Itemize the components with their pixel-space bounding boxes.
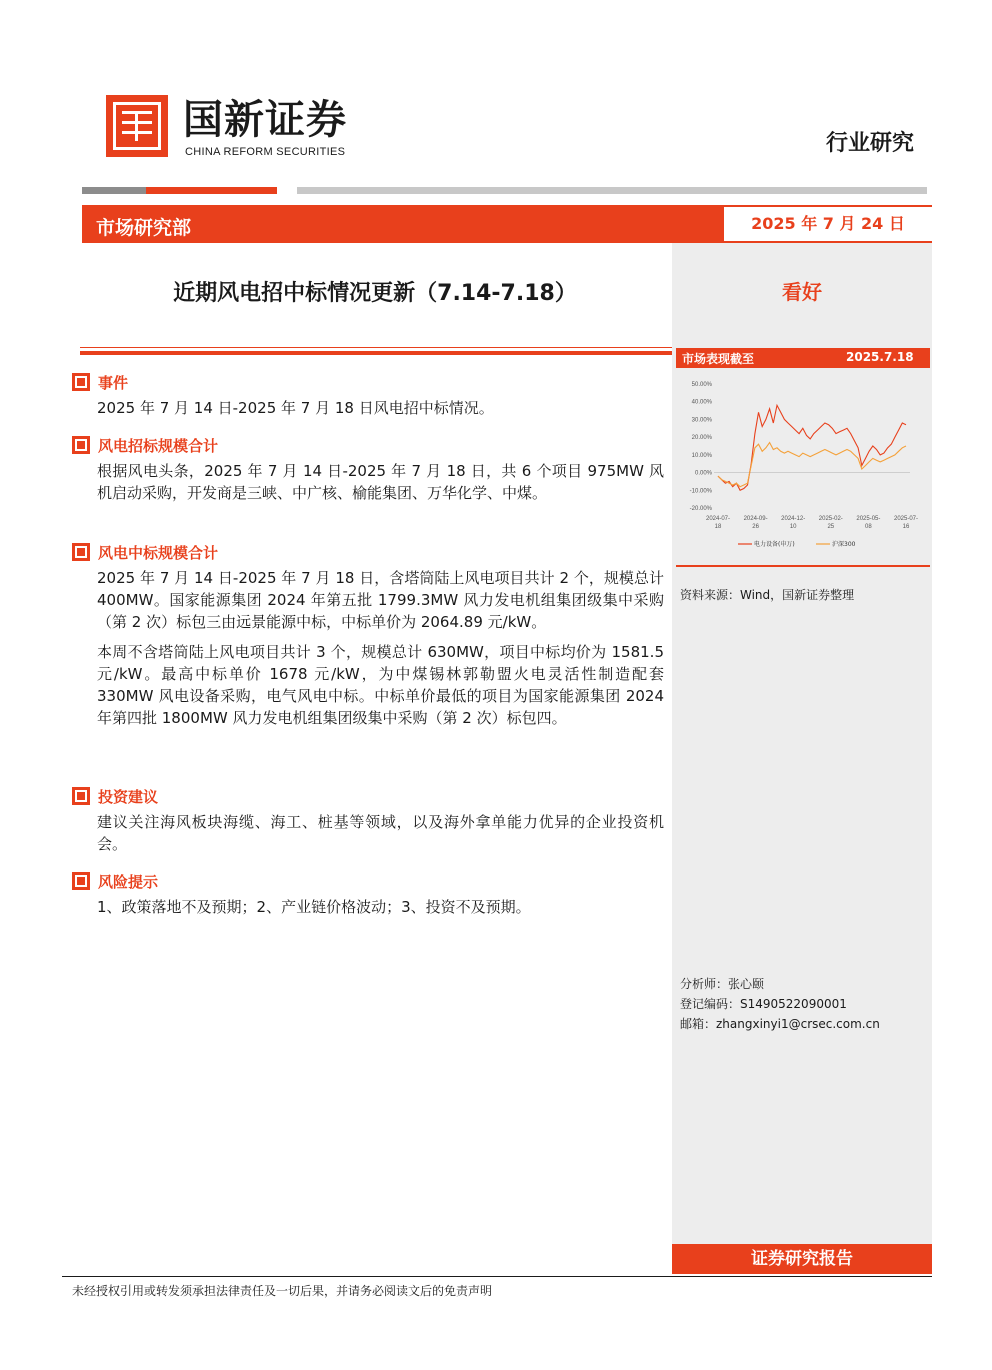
analyst-name: 分析师：张心颐 (680, 977, 765, 991)
header-divider (82, 187, 146, 194)
y-tick-label: 20.00% (691, 435, 712, 442)
y-tick-label: 10.00% (691, 452, 712, 459)
performance-date: 2025.7.18 (846, 350, 914, 364)
section-title: 风电招标规模合计 (98, 436, 219, 455)
chart-source: 资料来源：Wind，国新证券整理 (680, 588, 855, 602)
y-tick-label: 0.00% (694, 470, 712, 477)
report-type-bar (672, 1244, 932, 1274)
series-line-1 (718, 443, 906, 487)
x-tick-label: 2024-09- (743, 516, 768, 522)
y-tick-label: 50.00% (691, 382, 712, 388)
section-title: 风险提示 (98, 872, 159, 891)
title-rule-thick (80, 351, 672, 355)
x-tick-label: 26 (752, 524, 759, 530)
section-paragraph: 本周不含塔筒陆上风电项目共计 3 个，规模总计 630MW，项目中标均价为 1581.5 元/kW。最高中标单价 1678 元/kW，为中煤锡林郭勒盟火电灵活性制造配套 330MW 风电设备采购，电气风电中标。中标单价最低的项目为国家能源集团 2024 年第四批 1800MW 风力发电机组集团级集中采购（第 2 次）标包四。 (97, 643, 664, 727)
section-bullet-icon (72, 872, 90, 890)
industry-rating: 看好 (782, 280, 822, 304)
report-date: 2025 年 7 月 24 日 (751, 214, 905, 233)
department-label: 市场研究部 (96, 217, 192, 239)
company-logo-icon (106, 95, 168, 157)
section-paragraph: 1、政策落地不及预期；2、产业链价格波动；3、投资不及预期。 (97, 898, 531, 916)
market-performance-chart (676, 374, 930, 554)
performance-rule (676, 565, 930, 567)
x-tick-label: 10 (789, 524, 797, 530)
section-investment (72, 785, 664, 855)
y-tick-label: -10.00% (689, 488, 712, 495)
section-title: 事件 (98, 373, 129, 392)
disclaimer: 未经授权引用或转发须承担法律责任及一切后果，并请务必阅读文后的免责声明 (72, 1284, 493, 1298)
section-bullet-icon (72, 436, 90, 454)
section-bullet-icon (72, 373, 90, 391)
section-bidding (72, 434, 664, 504)
legend-label: 电力设备(申万) (754, 541, 795, 548)
y-tick-label: 30.00% (691, 417, 712, 424)
series-line-0 (718, 405, 906, 490)
header-divider-long (297, 187, 927, 194)
x-tick-label: 08 (865, 524, 872, 530)
x-tick-label: 16 (902, 524, 910, 530)
analyst-registration: 登记编码：S1490522090001 (680, 997, 847, 1011)
report-category: 行业研究 (825, 131, 914, 156)
section-paragraph: 建议关注海风板块海缆、海工、桩基等领域，以及海外拿单能力优异的企业投资机会。 (97, 813, 664, 853)
x-tick-label: 2024-07- (705, 516, 731, 522)
report-date-box (724, 207, 932, 241)
x-tick-label: 2025-02- (818, 516, 843, 522)
section-risk (72, 870, 664, 918)
report-type-label: 证券研究报告 (751, 1249, 853, 1269)
section-bullet-icon (72, 787, 90, 805)
section-paragraph: 2025 年 7 月 14 日-2025 年 7 月 18 日风电招中标情况。 (97, 399, 494, 417)
performance-label: 市场表现截至 (682, 352, 755, 366)
legend-label: 沪深300 (832, 541, 856, 548)
x-tick-label: 25 (827, 524, 835, 530)
footer-rule (62, 1276, 932, 1277)
brand-name-cn: 国新证券 (183, 97, 347, 143)
section-paragraph: 根据风电头条，2025 年 7 月 14 日-2025 年 7 月 18 日，共 6 个项目 975MW 风机启动采购，开发商是三峡、中广核、榆能集团、万华化学、中煤。 (97, 462, 664, 502)
y-tick-label: 40.00% (691, 399, 712, 406)
x-tick-label: 18 (714, 524, 722, 530)
analyst-email: 邮箱：zhangxinyi1@crsec.com.cn (680, 1017, 880, 1031)
title-rule-thin (80, 347, 672, 348)
section-title: 投资建议 (98, 787, 159, 806)
section-title: 风电中标规模合计 (98, 543, 219, 562)
section-award (72, 541, 664, 729)
report-title: 近期风电招中标情况更新（7.14-7.18） (173, 281, 577, 306)
section-event (72, 371, 664, 419)
section-bullet-icon (72, 543, 90, 561)
x-tick-label: 2025-07- (893, 516, 919, 522)
x-tick-label: 2025-05- (856, 516, 881, 522)
brand-name-en: CHINA REFORM SECURITIES (185, 146, 346, 158)
section-paragraph: 2025 年 7 月 14 日-2025 年 7 月 18 日，含塔筒陆上风电项目共计 2 个，规模总计 400MW。国家能源集团 2024 年第五批 1799.3MW 风力发电机组集团级集中采购（第 2 次）标包三由远景能源中标，中标单价为 2064.89 元/kW。 (97, 569, 664, 631)
header-divider-accent (146, 187, 277, 194)
y-tick-label: -20.00% (689, 506, 712, 512)
x-tick-label: 2024-12- (781, 516, 806, 522)
